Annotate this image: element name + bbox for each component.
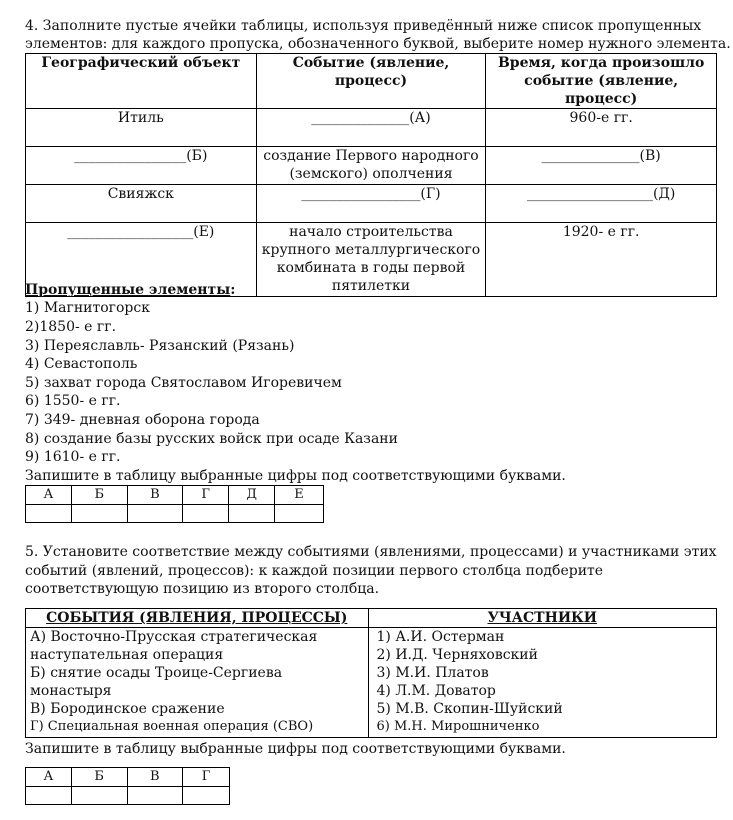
task5-instruction: Запишите в таблицу выбранные цифры под соответствующими буквами.: [25, 741, 566, 757]
answer-letter: А: [26, 486, 72, 505]
missing-title: Пропущенные элементы: [25, 282, 231, 298]
list-item: 5) захват города Святославом Игоревичем: [25, 375, 342, 391]
task5-intro-line1: 5. Установите соответствие между событиями (явлениями, процессами) и участниками этих: [25, 544, 717, 560]
answer-letter: Е: [275, 486, 324, 505]
answer-cell[interactable]: [26, 505, 72, 523]
answer-letter: А: [26, 768, 72, 787]
list-item: 4) Севастополь: [25, 356, 138, 372]
list-item: 9) 1610- е гг.: [25, 449, 121, 465]
header-geo-object: Географический объект: [26, 54, 257, 109]
list-item: Б) снятие осады Троице-Сергиева монастыря: [30, 665, 283, 699]
missing-colon: :: [230, 282, 236, 298]
task4-header-row: [26, 54, 717, 109]
missing-heading: [25, 281, 235, 299]
cell-time: __________________(Д): [486, 185, 717, 223]
answer-input-row: [26, 787, 230, 805]
task5-intro-line3: соответствующую позицию из второго столбца.: [25, 581, 380, 597]
header-event: Событие (явление, процесс): [256, 54, 486, 109]
cell-geo: Свияжск: [26, 185, 257, 223]
answer-cell[interactable]: [183, 787, 230, 805]
answer-cell[interactable]: [229, 505, 275, 523]
answer-cell[interactable]: [127, 505, 183, 523]
answer-cell[interactable]: [26, 787, 72, 805]
cell-time: ______________(В): [486, 147, 717, 185]
answer-cell[interactable]: [71, 787, 127, 805]
task4-intro-line1: 4. Заполните пустые ячейки таблицы, используя приведённый ниже список пропущенных: [25, 18, 702, 34]
list-item: наступательная операция: [30, 647, 224, 663]
list-item: 3) Переяславль- Рязанский (Рязань): [25, 338, 295, 354]
list-item: 2) И.Д. Черняховский: [376, 647, 538, 663]
cell-time: 1920- е гг.: [486, 223, 717, 297]
answer-letters-row: [26, 768, 230, 787]
list-item: Г) Специальная военная операция (СВО): [30, 719, 314, 734]
task5-header-row: [26, 609, 717, 628]
header-time: Время, когда произошло событие (явление, процесс): [486, 54, 717, 109]
cell-event: начало строительства крупного металлургического комбината в годы первой пятилетки: [256, 223, 486, 297]
task5-content-row: [26, 628, 717, 738]
answer-input-row: [26, 505, 324, 523]
participants-header: УЧАСТНИКИ: [368, 609, 717, 628]
list-item: 4) Л.М. Доватор: [376, 683, 496, 699]
task4-instruction: Запишите в таблицу выбранные цифры под соответствующими буквами.: [25, 468, 566, 484]
list-item: 3) М.И. Платов: [376, 665, 489, 681]
answer-letter: Б: [71, 486, 127, 505]
task4-intro-line2: элементов: для каждого пропуска, обозначенного буквой, выберите номер нужного элемента.: [25, 36, 731, 52]
table-row: [26, 185, 717, 223]
task5-table: [25, 608, 717, 738]
cell-geo: Итиль: [26, 109, 257, 147]
events-header: СОБЫТИЯ (ЯВЛЕНИЯ, ПРОЦЕССЫ): [26, 609, 369, 628]
cell-event: _________________(Г): [256, 185, 486, 223]
list-item: 5) М.В. Скопин-Шуйский: [376, 701, 563, 717]
task5-answer-table: [25, 767, 230, 805]
task5-intro-line2: событий (явлений, процессов): к каждой позиции первого столбца подберите: [25, 563, 604, 579]
task4-answer-table: [25, 485, 324, 523]
list-item: 6) М.Н. Мирошниченко: [376, 719, 540, 734]
answer-cell[interactable]: [183, 505, 229, 523]
answer-letter: Д: [229, 486, 275, 505]
answer-letter: В: [127, 486, 183, 505]
table-row: [26, 147, 717, 185]
answer-cell[interactable]: [275, 505, 324, 523]
answer-letters-row: [26, 486, 324, 505]
answer-letter: Г: [183, 768, 230, 787]
answer-letter: Г: [183, 486, 229, 505]
list-item: 1) Магнитогорск: [25, 300, 150, 316]
list-item: 6) 1550- е гг.: [25, 393, 121, 409]
list-item: 2)1850- е гг.: [25, 319, 117, 335]
list-item: 8) создание базы русских войск при осаде Казани: [25, 431, 398, 447]
table-row: [26, 109, 717, 147]
cell-geo: ________________(Б): [26, 147, 257, 185]
participants-cell: [368, 628, 717, 738]
answer-cell[interactable]: [127, 787, 183, 805]
answer-letter: В: [127, 768, 183, 787]
answer-cell[interactable]: [71, 505, 127, 523]
list-item: В) Бородинское сражение: [30, 701, 225, 717]
list-item: 1) А.И. Остерман: [376, 629, 505, 645]
answer-letter: Б: [71, 768, 127, 787]
events-cell: [26, 628, 369, 738]
cell-geo: __________________(Е): [26, 223, 257, 297]
cell-event: создание Первого народного (земского) ополчения: [256, 147, 486, 185]
cell-time: 960-е гг.: [486, 109, 717, 147]
list-item: 7) 349- дневная оборона города: [25, 412, 260, 428]
cell-event: ______________(А): [256, 109, 486, 147]
task4-table: [25, 53, 717, 297]
list-item: А) Восточно-Прусская стратегическая: [30, 629, 318, 645]
